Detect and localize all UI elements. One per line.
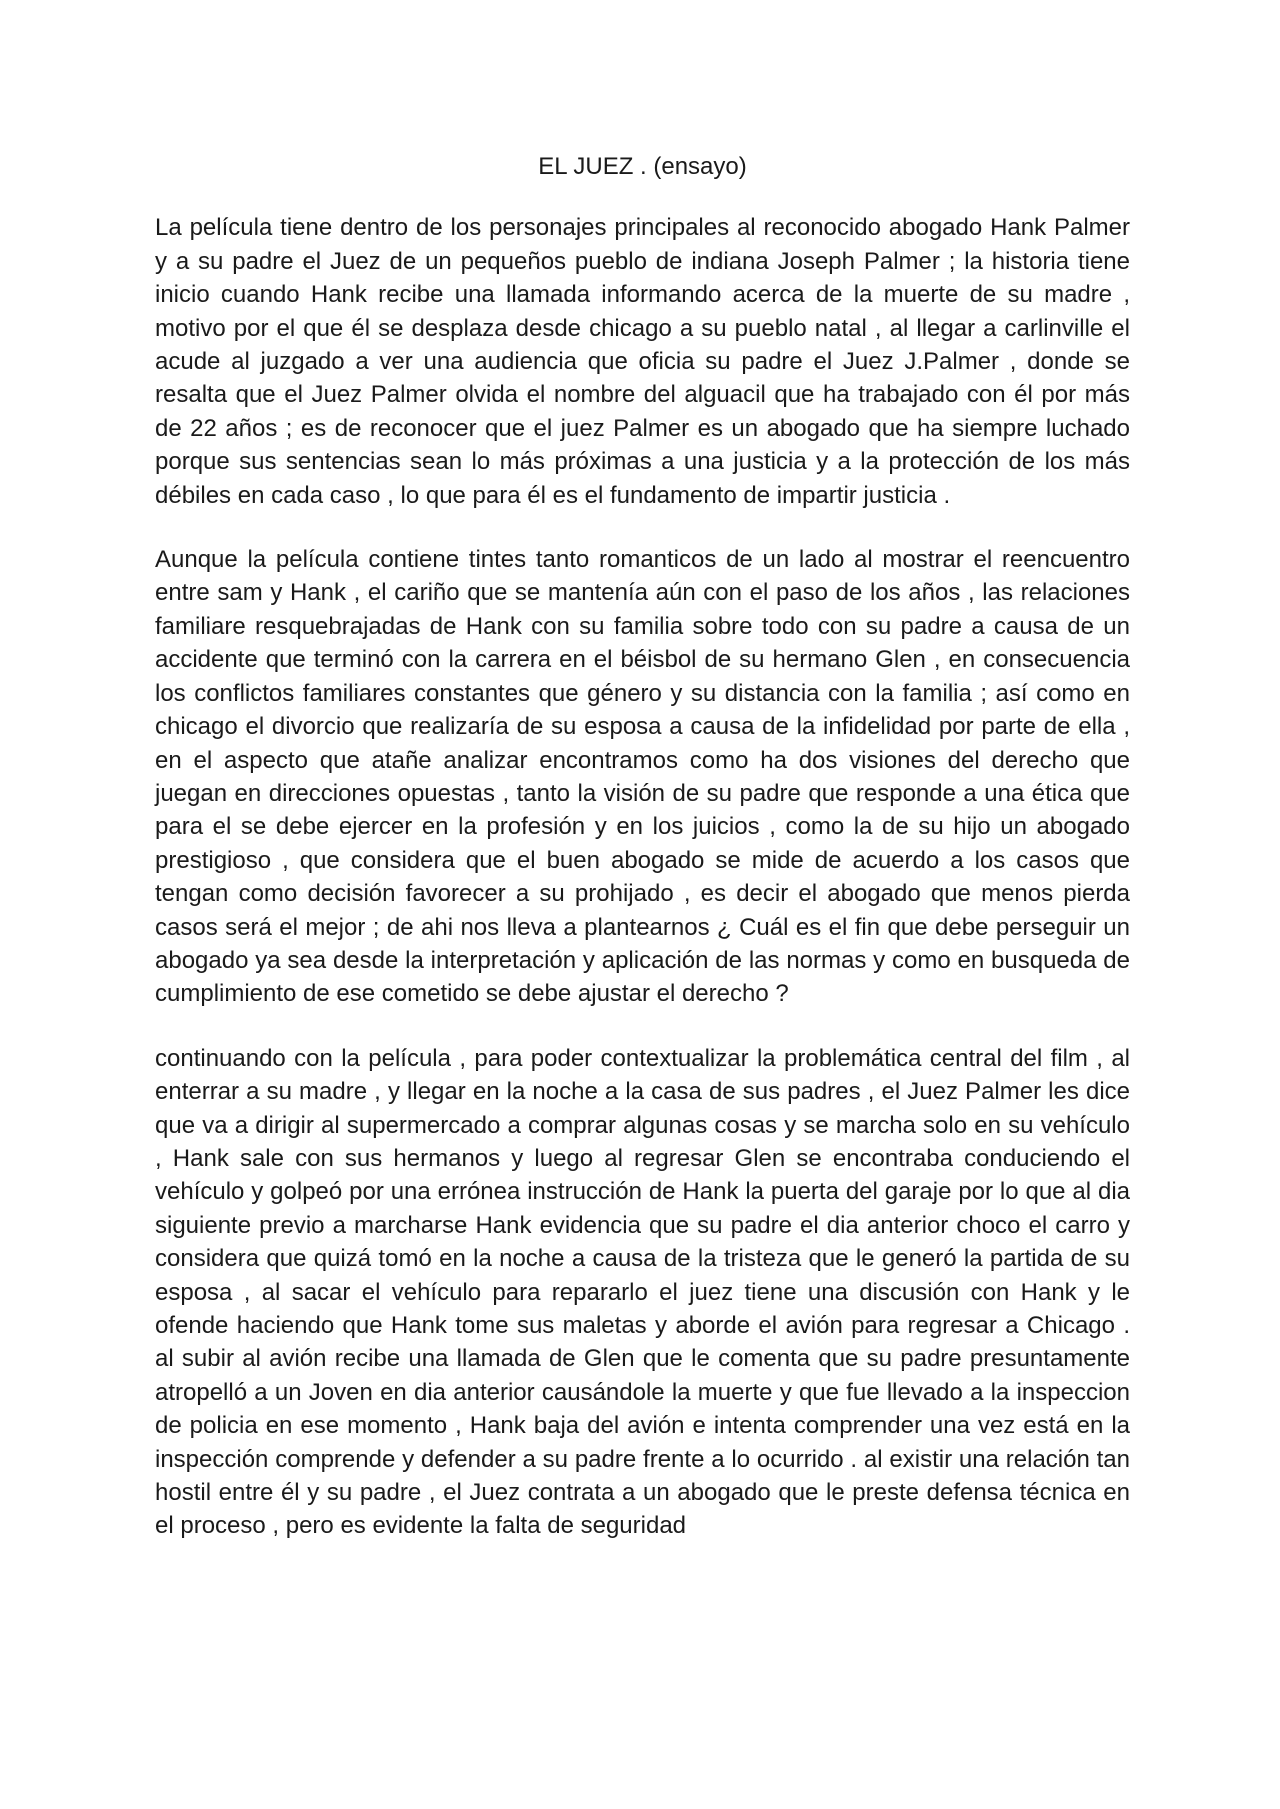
paragraph-3: continuando con la película , para poder contextualizar la problemática central del film , al enterrar a su madre , y llegar en la noche a la casa de sus padres , el Juez Palmer les dice que va a dirigir al supermercado a comprar algunas cosas y se marcha solo en su vehículo , Hank sale con sus hermanos y luego al regresar Glen se encontraba conduciendo el vehículo y golpeó por una errónea instrucción de Hank la puerta del garaje por lo que al dia siguiente previo a marcharse Hank evidencia que su padre el dia anterior choco el carro y considera que quizá tomó en la noche a causa de la tristeza que le generó la partida de su esposa , al sacar el vehículo para repararlo el juez tiene una discusión con Hank y le ofende haciendo que Hank tome sus maletas y aborde el avión para regresar a Chicago . al subir al avión recibe una llamada de Glen que le comenta que su padre presuntamente atropelló a un Joven en dia anterior causándole la muerte y que fue llevado a la inspeccion de policia en ese momento , Hank baja del avión e intenta comprender una vez está en la inspección comprende y defender a su padre frente a lo ocurrido . al existir una relación tan hostil entre él y su padre , el Juez contrata a un abogado que le preste defensa técnica en el proceso , pero es evidente la falta de seguridad: [155, 1044, 1130, 1540]
paragraph-2: Aunque la película contiene tintes tanto romanticos de un lado al mostrar el reencuentro entre sam y Hank , el cariño que se mantenía aún con el paso de los años , las relaciones familiare resquebrajadas de Hank con su familia sobre todo con su padre a causa de un accidente que terminó con la carrera en el béisbol de su hermano Glen , en consecuencia los conflictos familiares constantes que género y su distancia con la familia ; así como en chicago el divorcio que realizaría de su esposa a causa de la infidelidad por parte de ella , en el aspecto que atañe analizar encontramos como ha dos visiones del derecho que juegan en direcciones opuestas , tanto la visión de su padre que responde a una ética que para el se debe ejercer en la profesión y en los juicios , como la de su hijo un abogado prestigioso , que considera que el buen abogado se mide de acuerdo a los casos que tengan como decisión favorecer a su prohijado , es decir el abogado que menos pierda casos será el mejor ; de ahi nos lleva a plantearnos ¿ Cuál es el fin que debe perseguir un abogado ya sea desde la interpretación y aplicación de las normas y como en busqueda de cumplimiento de ese cometido se debe ajustar el derecho ?: [155, 546, 1130, 1008]
document-body: [155, 150, 1130, 1543]
document-title: EL JUEZ . (ensayo): [538, 153, 747, 180]
paragraph-1: La película tiene dentro de los personajes principales al reconocido abogado Hank Palmer y a su padre el Juez de un pequeños pueblo de indiana Joseph Palmer ; la historia tiene inicio cuando Hank recibe una llamada informando acerca de la muerte de su madre , motivo por el que él se desplaza desde chicago a su pueblo natal , al llegar a carlinville el acude al juzgado a ver una audiencia que oficia su padre el Juez J.Palmer , donde se resalta que el Juez Palmer olvida el nombre del alguacil que ha trabajado con él por más de 22 años ; es de reconocer que el juez Palmer es un abogado que ha siempre luchado porque sus sentencias sean lo más próximas a una justicia y a la protección de los más débiles en cada caso , lo que para él es el fundamento de impartir justicia .: [155, 214, 1130, 509]
